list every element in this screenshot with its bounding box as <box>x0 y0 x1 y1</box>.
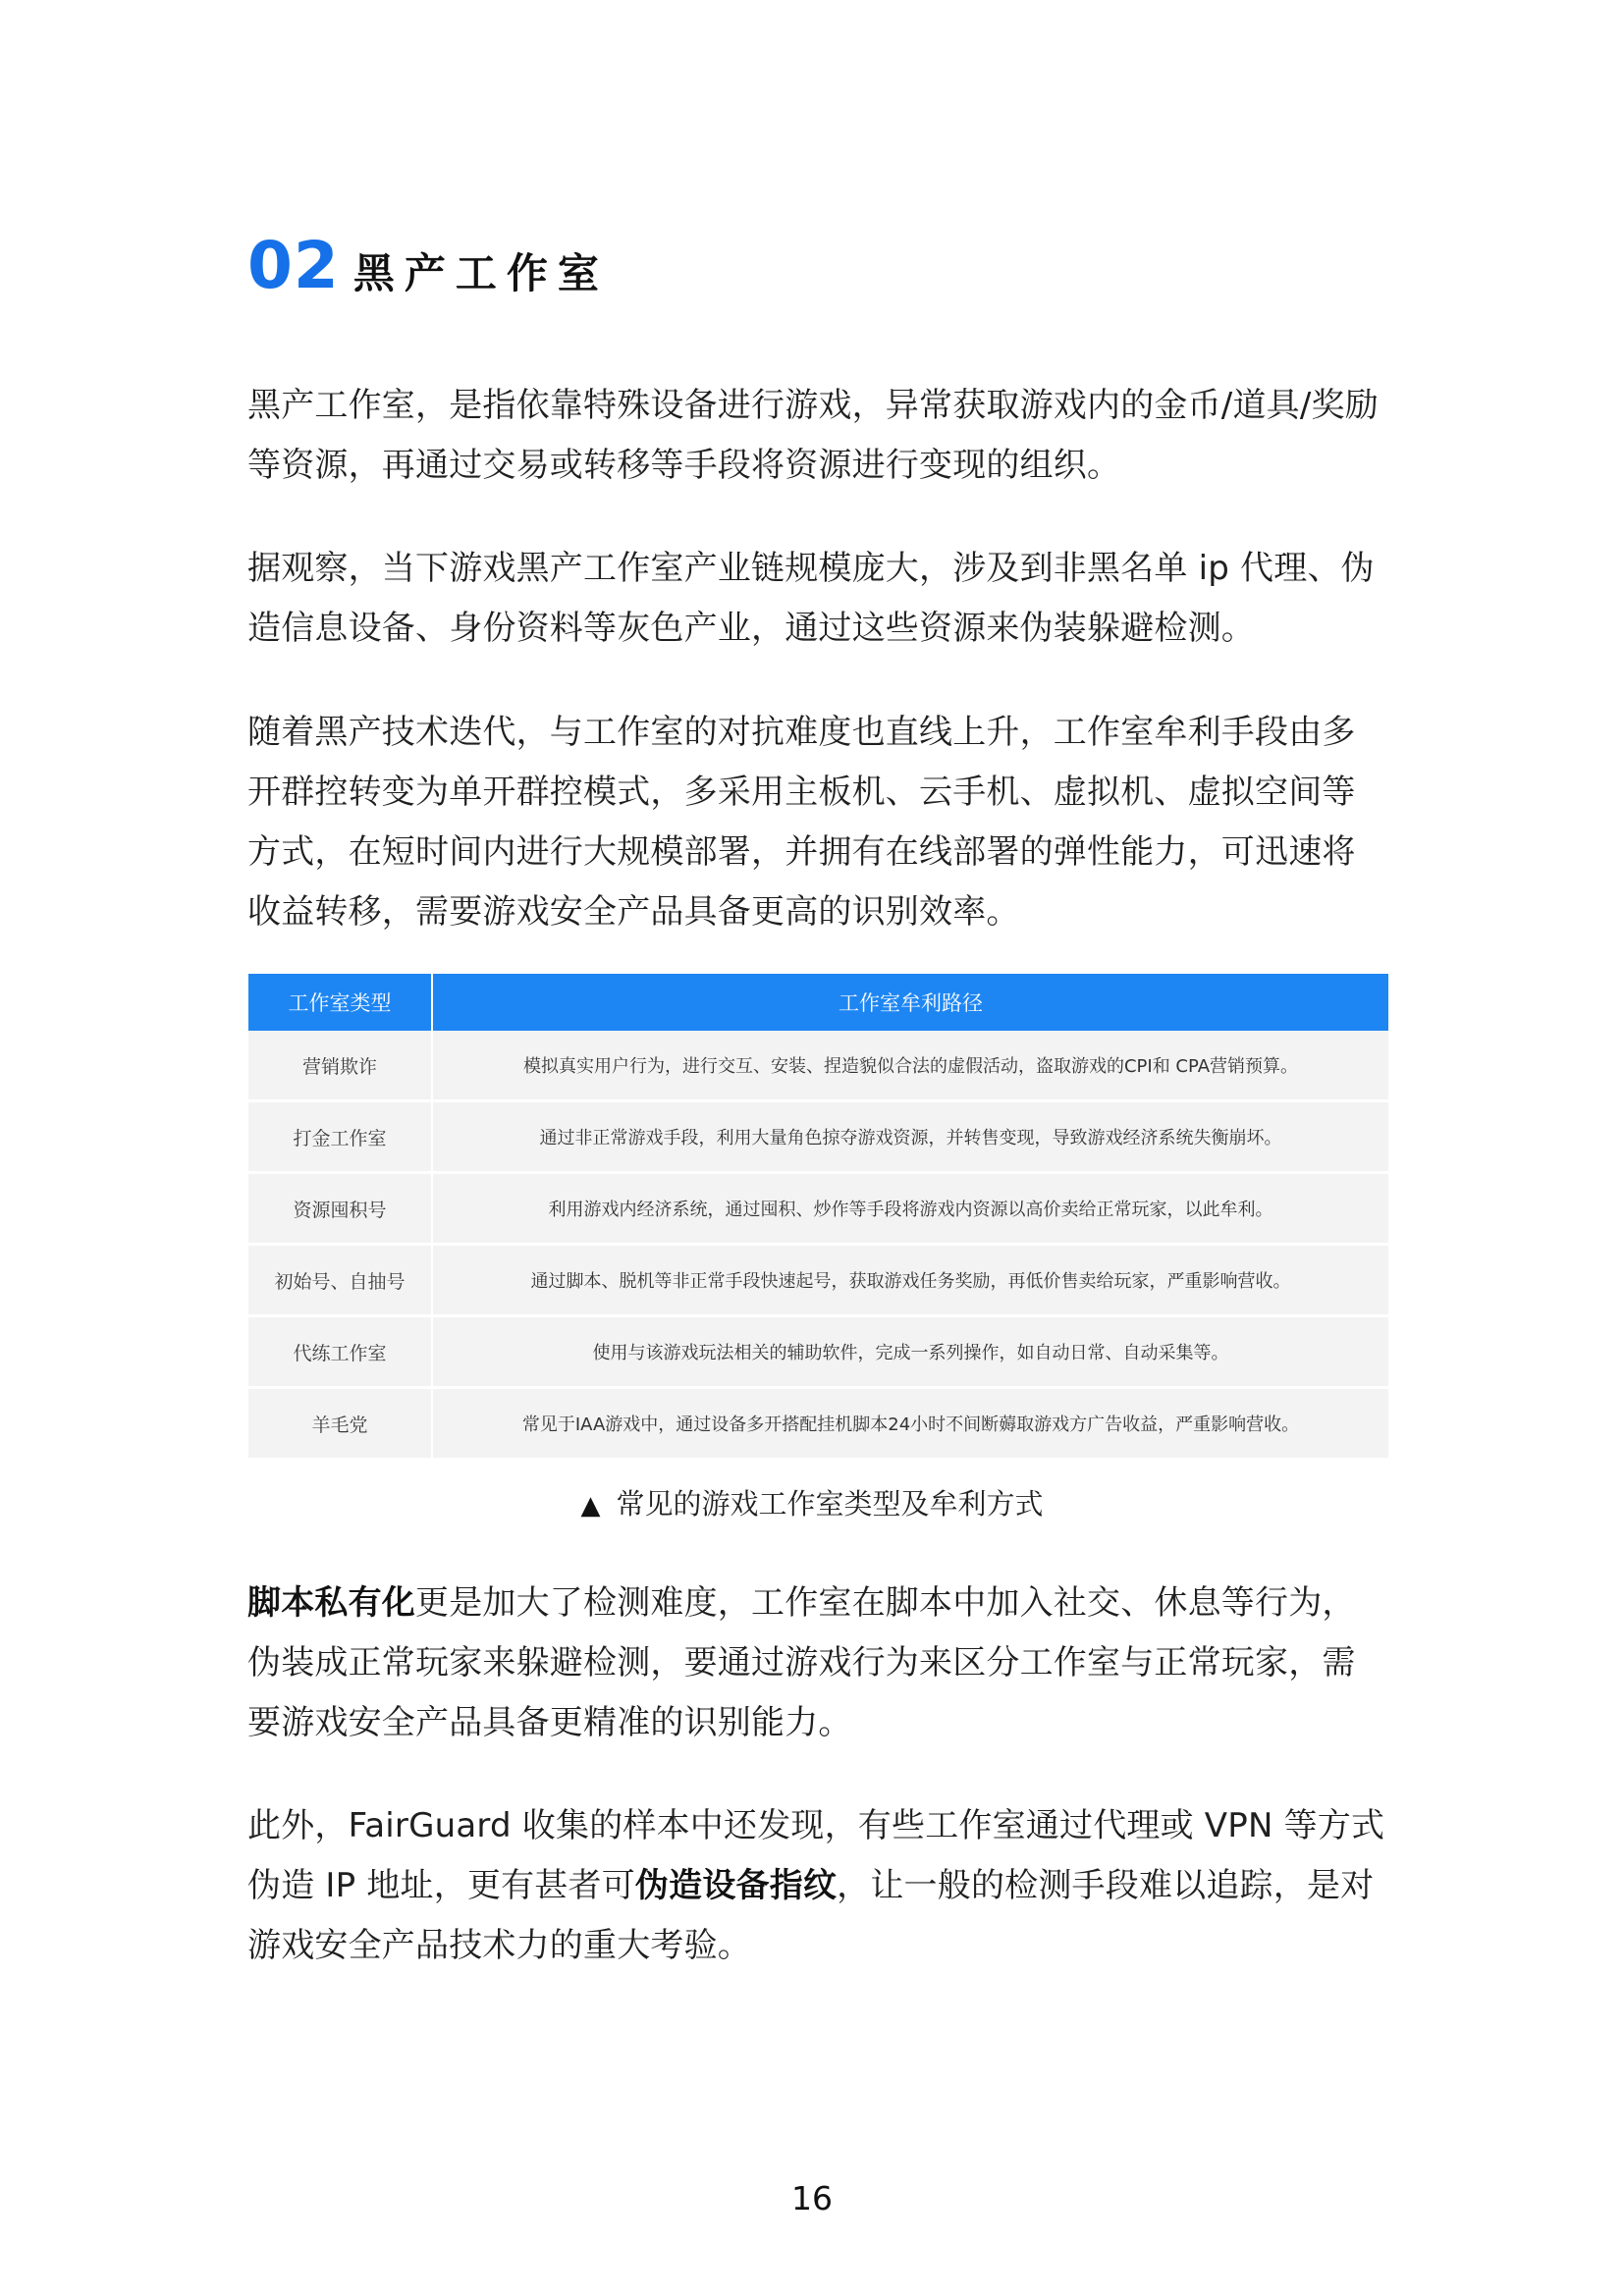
table-row <box>248 1031 1388 1102</box>
paragraph-observation: 据观察，当下游戏黑产工作室产业链规模庞大，涉及到非黑名单 ip 代理、伪造信息设备、身份资料等灰色产业，通过这些资源来伪装躲避检测。 <box>247 549 1375 648</box>
cell-studio-type: 营销欺诈 <box>248 1031 433 1102</box>
cell-profit-path: 通过脚本、脱机等非正常手段快速起号，获取游戏任务奖励，再低价售卖给玩家，严重影响营收。 <box>433 1246 1388 1317</box>
section-title: 黑产工作室 <box>352 249 609 297</box>
cell-studio-type: 初始号、自抽号 <box>248 1246 433 1317</box>
cell-profit-path: 使用与该游戏玩法相关的辅助软件，完成一系列操作，如自动日常、自动采集等。 <box>433 1317 1388 1389</box>
triangle-up-icon: ▲ <box>580 1491 601 1521</box>
table-row <box>248 1389 1388 1458</box>
cell-profit-path: 模拟真实用户行为，进行交互、安装、捏造貌似合法的虚假活动，盗取游戏的CPI和 CPA营销预算。 <box>433 1031 1388 1102</box>
table-caption <box>0 1482 1624 1522</box>
studio-table <box>248 974 1388 1458</box>
header-studio-type: 工作室类型 <box>248 974 433 1031</box>
paragraph-script-privatization <box>247 1574 1388 1753</box>
paragraph-text: 更是加大了检测难度，工作室在脚本中加入社交、休息等行为，伪装成正常玩家来躲避检测，要通过游戏行为来区分工作室与正常玩家，需要游戏安全产品具备更精准的识别能力。 <box>247 1583 1356 1742</box>
cell-profit-path: 利用游戏内经济系统，通过囤积、炒作等手段将游戏内资源以高价卖给正常玩家，以此牟利。 <box>433 1174 1388 1246</box>
cell-profit-path: 常见于IAA游戏中，通过设备多开搭配挂机脚本24小时不间断薅取游戏方广告收益，严重影响营收。 <box>433 1389 1388 1458</box>
table-row <box>248 1174 1388 1246</box>
cell-studio-type: 羊毛党 <box>248 1389 433 1458</box>
table-row <box>248 1102 1388 1174</box>
paragraph-text: 此外，FairGuard 收集的样本中还发现，有些工作室通过代理或 VPN 等方式伪造 IP 地址，更有甚者可 <box>247 1806 1385 1905</box>
table-row <box>248 1317 1388 1389</box>
bold-term-script-privatization: 脚本私有化 <box>247 1583 415 1623</box>
paragraph-fairguard-findings <box>247 1796 1388 1976</box>
header-profit-path: 工作室牟利路径 <box>433 974 1388 1031</box>
section-heading <box>247 228 609 303</box>
page-number: 16 <box>791 2179 833 2217</box>
table-row <box>248 1246 1388 1317</box>
cell-studio-type: 资源囤积号 <box>248 1174 433 1246</box>
caption-text: 常见的游戏工作室类型及牟利方式 <box>616 1487 1044 1521</box>
cell-studio-type: 打金工作室 <box>248 1102 433 1174</box>
section-number: 02 <box>247 228 340 303</box>
bold-term-device-fingerprint: 伪造设备指纹 <box>634 1866 838 1905</box>
paragraph-definition: 黑产工作室，是指依靠特殊设备进行游戏，异常获取游戏内的金币/道具/奖励等资源，再通过交易或转移等手段将资源进行变现的组织。 <box>247 386 1379 485</box>
studio-types-table <box>248 974 1388 1458</box>
paragraph-evolution: 随着黑产技术迭代，与工作室的对抗难度也直线上升，工作室牟利手段由多开群控转变为单开群控模式，多采用主板机、云手机、虚拟机、虚拟空间等方式，在短时间内进行大规模部署，并拥有在线部署的弹性能力，可迅速将收益转移，需要游戏安全产品具备更高的识别效率。 <box>247 713 1356 932</box>
paragraph-text: ，让一般的检测手段难以追踪，是对游戏安全产品技术力的重大考验。 <box>247 1866 1375 1965</box>
cell-studio-type: 代练工作室 <box>248 1317 433 1389</box>
cell-profit-path: 通过非正常游戏手段，利用大量角色掠夺游戏资源，并转售变现，导致游戏经济系统失衡崩坏。 <box>433 1102 1388 1174</box>
table-header-row <box>248 974 1388 1031</box>
